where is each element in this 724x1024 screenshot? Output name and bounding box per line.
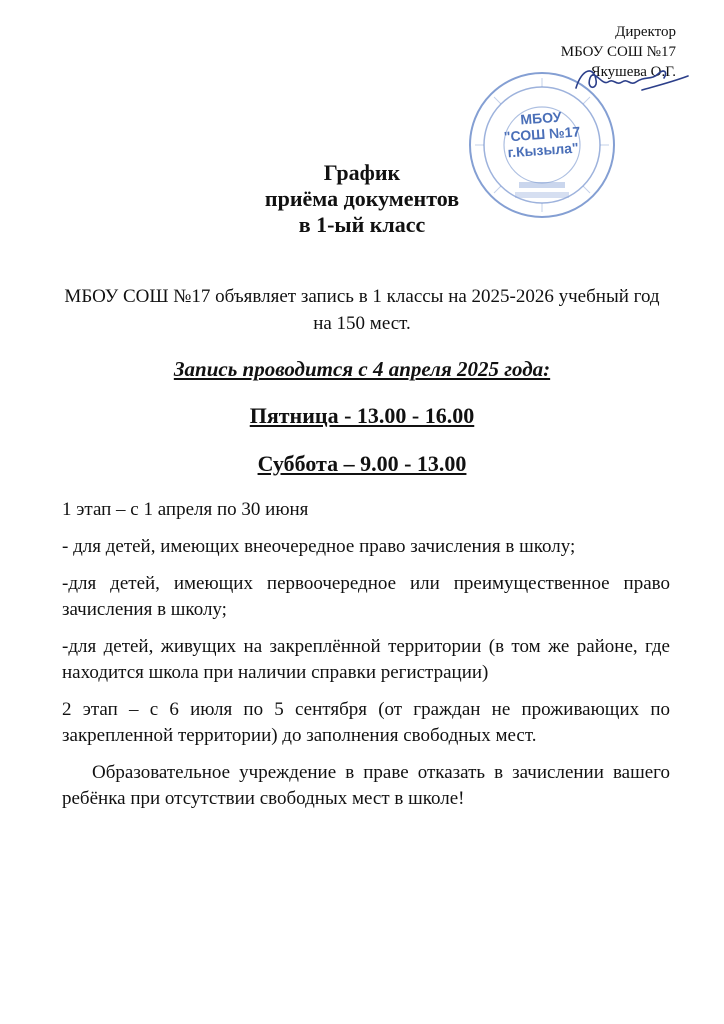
start-date-heading: Запись проводится с 4 апреля 2025 года: <box>173 357 551 381</box>
document-title <box>0 160 724 238</box>
title-line-2: приёма документов <box>264 186 460 211</box>
saturday-hours: Суббота – 9.00 - 13.00 <box>257 451 467 476</box>
announcement-text: МБОУ СОШ №17 объявляет запись в 1 классы на 2025-2026 учебный год на 150 мест. <box>64 286 660 334</box>
signature <box>572 60 692 100</box>
document-body <box>62 497 670 823</box>
school-name: МБОУ СОШ №17 <box>560 44 676 60</box>
stage-1-item-territory: -для детей, живущих на закреплённой территории (в том же районе, где находится школа при наличии справки регистрации) <box>62 636 670 683</box>
refusal-notice: Образовательное учреждение в праве отказать в зачислении вашего ребёнка при отсутствии свободных мест в школе! <box>62 762 670 809</box>
stage-1-item-extraordinary: - для детей, имеющих внеочередное право зачисления в школу; <box>62 536 576 557</box>
seal-line-2: "СОШ №17 <box>503 123 581 145</box>
title-line-1: График <box>323 160 401 185</box>
title-line-3: в 1-ый класс <box>298 212 426 237</box>
stage-2-text: 2 этап – с 6 июля по 5 сентября (от граждан не проживающих по закрепленной территории) до заполнения свободных мест. <box>62 699 670 746</box>
director-position: Директор <box>615 24 676 40</box>
seal-line-1: МБОУ <box>519 108 562 128</box>
stage-1-item-priority: -для детей, имеющих первоочередное или преимущественное право зачисления в школу; <box>62 573 670 620</box>
seal-line-3: г.Кызыла" <box>507 139 580 161</box>
director-name: Якушева О.Г. <box>590 64 676 80</box>
friday-hours: Пятница - 13.00 - 16.00 <box>249 403 475 428</box>
stage-1-heading: 1 этап – с 1 апреля по 30 июня <box>62 499 309 520</box>
